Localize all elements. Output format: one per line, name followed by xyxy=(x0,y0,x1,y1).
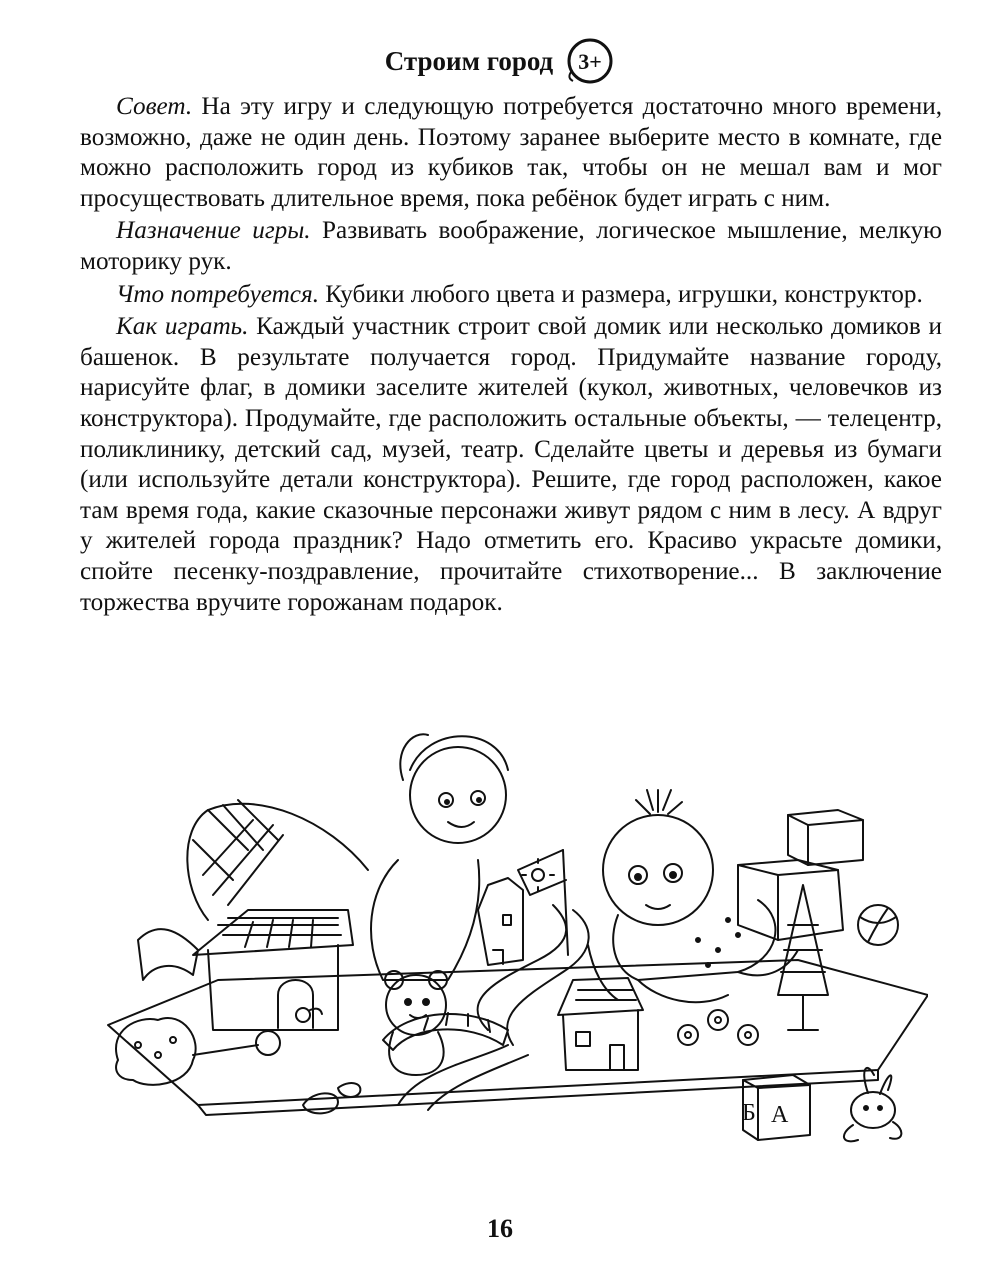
toy-bunny xyxy=(844,1068,901,1141)
stacked-blocks xyxy=(738,810,863,940)
letter-block-b: Б xyxy=(742,1100,756,1126)
age-badge-label: 3+ xyxy=(578,49,602,74)
page-number: 16 xyxy=(487,1214,513,1243)
paragraph-materials xyxy=(80,280,942,311)
paragraph-purpose xyxy=(80,216,942,277)
paper-flowers xyxy=(678,1010,758,1045)
toy-tower xyxy=(478,878,523,965)
paragraph-lead: Что потребуется. xyxy=(116,280,319,308)
toy-house xyxy=(558,978,643,1070)
page-title: Строим город xyxy=(384,45,554,76)
header xyxy=(0,28,1000,94)
illustration xyxy=(98,710,928,1190)
paragraph-body: Каждый участник строит свой домик или несколько домиков и башенок. В результате получается город. Придумайте название городу, нарисуйте флаг, в домики заселите жителей (кукол, животных, человечков из конструктора). Продумайте, где расположить остальные объекты, — телецентр, поликлинику, детский сад, музей, театр. Сделайте цветы и деревья из бумаги (или используйте детали конструктора). Решите, где город расположен, какое там время года, какие сказочные персонажи живут рядом с ним в лесу. А вдруг у жителей города праздник? Надо отметить его. Красиво украсьте домики, спойте песенку-поздравление, прочитайте стихотворение... В заключение торжества вручите горожанам подарок. xyxy=(80,313,942,616)
paragraph-lead: Совет. xyxy=(116,93,193,120)
doghouse xyxy=(193,910,353,1030)
paragraph-body: Развивать воображение, логическое мышление, мелкую моторику рук. xyxy=(80,217,942,275)
paragraph-lead: Назначение игры. xyxy=(116,217,311,245)
woman-figure xyxy=(138,734,508,980)
road xyxy=(478,905,589,1045)
letter-block-a: А xyxy=(771,1102,789,1128)
child-figure xyxy=(588,790,798,1002)
paragraph-body: Кубики любого цвета и размера, игрушки, конструктор. xyxy=(319,280,923,308)
age-badge xyxy=(565,36,615,86)
article-text xyxy=(80,92,942,618)
paragraph-how-to-play xyxy=(80,312,942,618)
flag xyxy=(518,850,568,955)
ball xyxy=(858,905,898,945)
teddy-bear xyxy=(385,971,447,1075)
paragraph-lead: Как играть. xyxy=(116,313,249,341)
paper-tree xyxy=(778,885,828,1030)
paragraph-advice xyxy=(80,92,942,214)
paragraph-body: На эту игру и следующую потребуется достаточно много времени, возможно, даже не один день. Поэтому заранее выберите место в комнате, где можно расположить город из кубиков так, чтобы он не мешал вам и мог просуществовать длительное время, пока ребёнок будет играть с ним. xyxy=(80,93,942,212)
rattle xyxy=(116,1018,280,1085)
